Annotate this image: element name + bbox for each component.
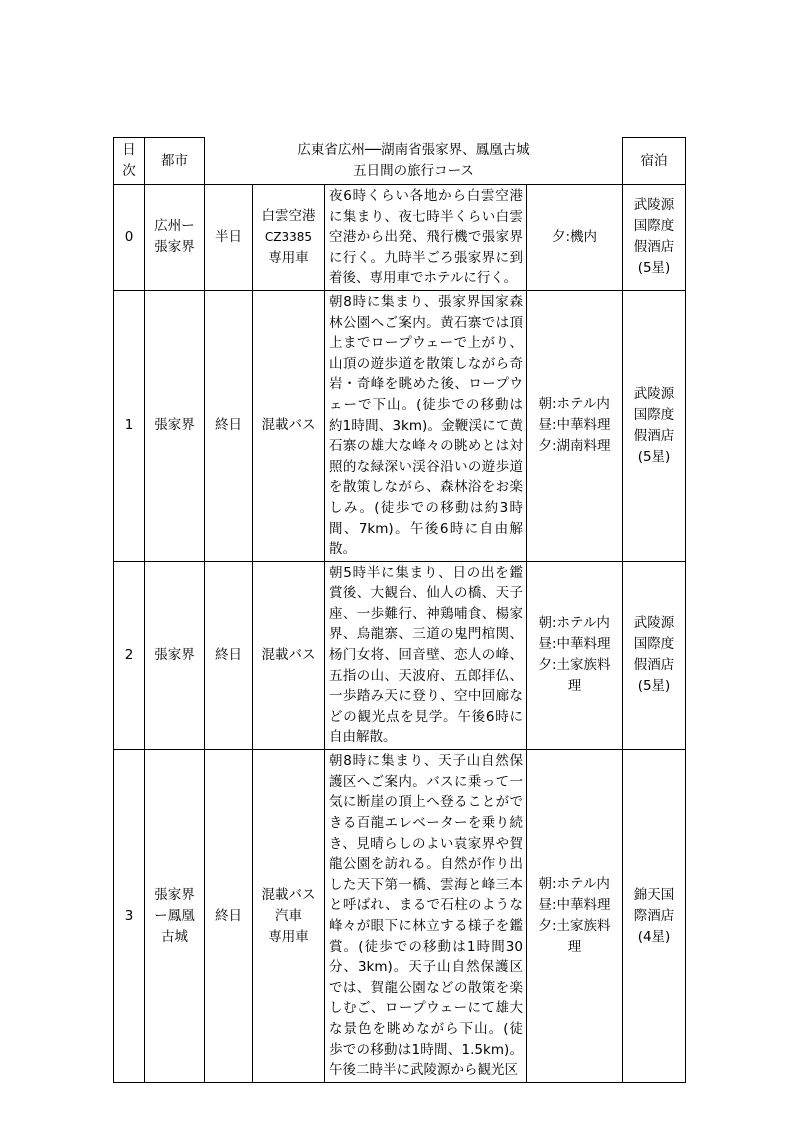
day-number: 2 [114, 561, 145, 749]
table-row [114, 185, 686, 291]
hotel-cell [623, 750, 686, 1083]
header-city: 都市 [145, 138, 205, 185]
meals-list [538, 394, 610, 457]
header-hotel: 宿泊 [623, 138, 686, 185]
table-row [114, 290, 686, 561]
transport-line: 混載バス [261, 417, 316, 434]
transport-line: 専用車 [268, 928, 309, 945]
description-cell: 朝8時に集まり、張家界国家森林公園へご案内。黄石寨では頂上までロープウェーで上がり、山頂の遊歩道を散策しながら奇岩・奇峰を眺めた後、ロープウェーで下山。(徒歩での移動は約1時間、3km)。金鞭渓にて黄石寨の雄大な峰々の眺めとは対照的な緑深い渓谷沿いの遊歩道を散策しながら、森林浴をお楽しみ。(徒歩での移動は約3時間、7km)。午後6時に自由解散。 [325, 290, 527, 561]
city-cell [145, 750, 205, 1083]
city-line: 張家界 [154, 417, 195, 434]
hotel-line: 国際度 [633, 636, 675, 653]
title-line-2: 五日間の旅行コース [353, 162, 474, 179]
day-number: 3 [114, 750, 145, 1083]
title-line-1: 広東省広州──湖南省張家界、鳳凰古城 [297, 141, 530, 158]
meals-cell [527, 561, 623, 749]
duration-cell: 終日 [205, 750, 253, 1083]
meal-line: 昼:中華料理 [538, 417, 611, 434]
transport-line: 専用車 [268, 249, 309, 266]
meals-list [538, 613, 610, 697]
city-cell [145, 290, 205, 561]
hotel-line: 錦天国 [633, 886, 675, 903]
hotel-line: 武陵源 [633, 385, 675, 402]
meal-line: 理 [567, 678, 582, 695]
transport-cell [253, 561, 325, 749]
duration-cell: 終日 [205, 290, 253, 561]
duration-cell: 半日 [205, 185, 253, 291]
meal-line: 夕:湖南料理 [538, 438, 611, 455]
table-row [114, 561, 686, 749]
hotel-line: (5星) [637, 448, 671, 465]
city-line: 広州ー [154, 218, 195, 235]
meals-cell [527, 750, 623, 1083]
day-number: 0 [114, 185, 145, 291]
city-line: 張家界 [154, 646, 195, 663]
meal-line: 朝:ホテル内 [538, 615, 610, 632]
city-cell [145, 185, 205, 291]
city-line: ー鳳凰 [154, 907, 195, 924]
hotel-line: 假酒店 [633, 657, 675, 674]
hotel-line: 国際度 [633, 218, 675, 235]
hotel-line: 際酒店 [633, 907, 675, 924]
page-title [205, 138, 623, 185]
header-day-text: 日 次 [122, 142, 136, 179]
hotel-line: 武陵源 [633, 615, 675, 632]
meal-line: 夕:機内 [551, 228, 598, 245]
meal-line: 昼:中華料理 [538, 636, 611, 653]
itinerary-table [113, 137, 686, 1083]
hotel-line: 假酒店 [633, 427, 675, 444]
meal-line: 夕:土家族料 [538, 657, 611, 674]
meal-line: 昼:中華料理 [538, 897, 611, 914]
meal-line: 夕:土家族料 [538, 918, 611, 935]
meal-line: 理 [567, 939, 582, 956]
hotel-cell [623, 185, 686, 291]
meals-cell [527, 290, 623, 561]
meals-cell [527, 185, 623, 291]
hotel-line: 假酒店 [633, 239, 675, 256]
transport-line: 汽車 [275, 907, 302, 924]
meal-line: 朝:ホテル内 [538, 876, 610, 893]
table-row [114, 750, 686, 1083]
hotel-line: (4星) [637, 928, 671, 945]
description-cell: 朝5時半に集まり、日の出を鑑賞後、大観台、仙人の橋、天子座、一歩難行、神鶏哺食、楊家界、烏龍寨、三道の鬼門棺関、杨门女将、回音壁、恋人の峰、五指の山、天波府、五郎拝仏、一歩踏み天に登り、空中回廊などの観光点を見学。午後6時に自由解散。 [325, 561, 527, 749]
city-cell [145, 561, 205, 749]
city-line: 張家界 [154, 239, 195, 256]
header-row [114, 138, 686, 185]
transport-line: 混載バス [261, 886, 316, 903]
hotel-cell [623, 290, 686, 561]
transport-line: CZ3385 [264, 229, 313, 244]
hotel-line: (5星) [637, 678, 671, 695]
hotel-line: 武陵源 [633, 197, 675, 214]
city-line: 古城 [161, 928, 188, 945]
city-line: 張家界 [154, 886, 195, 903]
transport-cell [253, 185, 325, 291]
hotel-line: (5星) [637, 260, 671, 277]
meals-list [538, 874, 610, 958]
transport-cell [253, 750, 325, 1083]
header-day [114, 138, 145, 185]
hotel-cell [623, 561, 686, 749]
description-cell: 夜6時くらい各地から白雲空港に集まり、夜七時半くらい白雲空港から出発、飛行機で張家界に行く。九時半ごろ張家界に到着後、専用車でホテルに行く。 [325, 185, 527, 291]
meal-line: 朝:ホテル内 [538, 396, 610, 413]
duration-cell: 終日 [205, 561, 253, 749]
description-cell: 朝8時に集まり、天子山自然保護区へご案内。バスに乗って一気に断崖の頂上へ登ることができる百龍エレベーターを乗り続き、見晴らしのよい袁家界や賀龍公園を訪れる。自然が作り出した天下第一橋、雲海と峰三本と呼ばれ、まるで石柱のような峰々が眼下に林立する様子を鑑賞。(徒歩での移動は1時間30分、3km)。天子山自然保護区では、賀龍公園などの散策を楽しむご、ロープウェーにて雄大な景色を眺めながら下山。(徒歩での移動は1時間、1.5km)。午後二時半に武陵源から観光区 [325, 750, 527, 1083]
day-number: 1 [114, 290, 145, 561]
transport-cell [253, 290, 325, 561]
hotel-line: 国際度 [633, 406, 675, 423]
transport-line: 混載バス [261, 646, 316, 663]
transport-line: 白雲空港 [261, 207, 316, 224]
